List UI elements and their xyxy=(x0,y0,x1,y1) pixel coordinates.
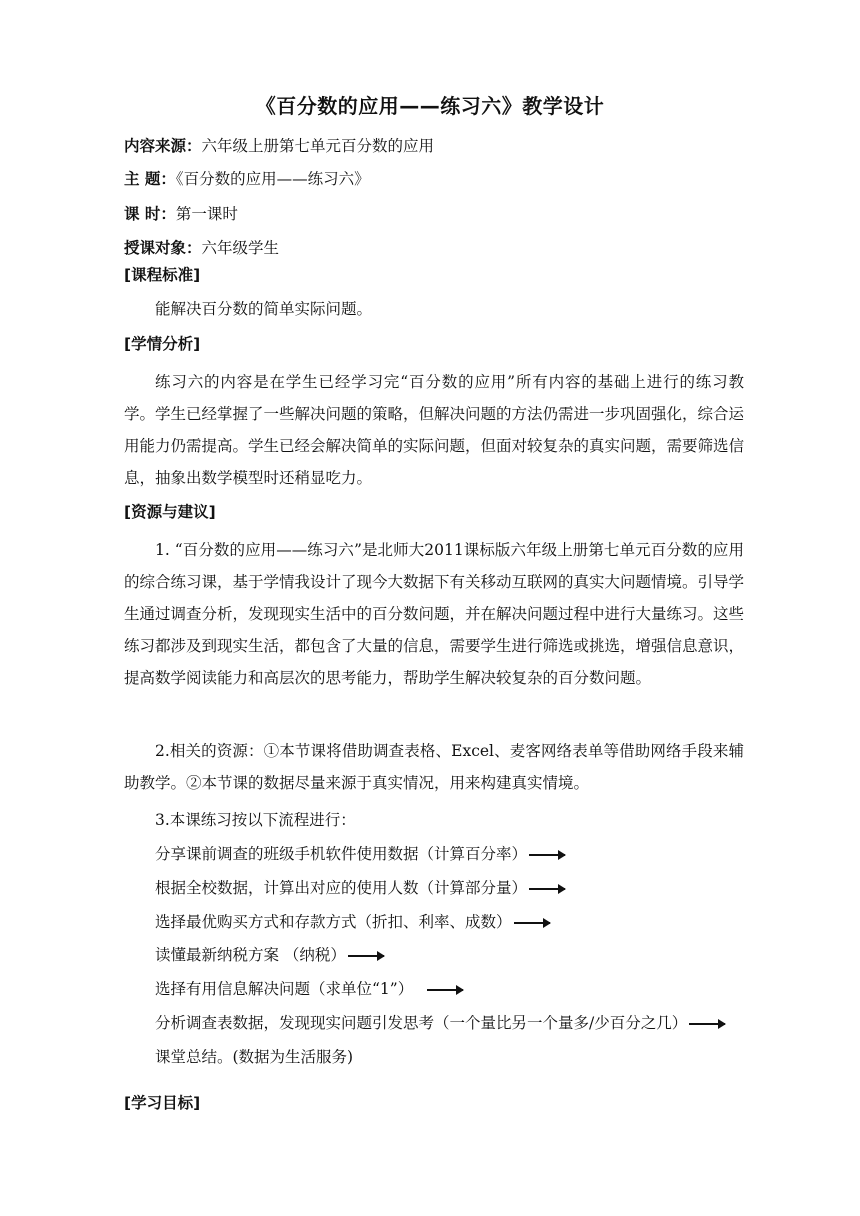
heading-goals: [学习目标] xyxy=(124,1094,201,1112)
arrow-right-icon xyxy=(689,1023,725,1025)
meta-period-value: 第一课时 xyxy=(175,205,238,223)
arrow-right-icon xyxy=(348,955,384,957)
meta-period-key: 课 时： xyxy=(124,205,176,223)
resources-item-3: 3.本课练习按以下流程进行： xyxy=(155,811,356,829)
flow-step-text: 读懂最新纳税方案 （纳税） xyxy=(155,946,346,964)
flow-step-text: 分享课前调查的班级手机软件使用数据（计算百分率） xyxy=(155,845,528,863)
flow-step-text: 根据全校数据，计算出对应的使用人数（计算部分量） xyxy=(155,879,528,897)
flow-step xyxy=(124,943,384,965)
flow-step xyxy=(124,910,550,932)
analysis-text: 练习六的内容是在学生已经学习完“百分数的应用”所有内容的基础上进行的练习教学。学生已经掌握了一些解决问题的策略，但解决问题的方法仍需进一步巩固强化，综合运用能力仍需提高。学生已经会解决简单的实际问题，但面对较复杂的真实问题，需要筛选信息，抽象出数学模型时还稍显吃力。 xyxy=(124,373,745,487)
flow-step xyxy=(124,977,463,999)
meta-period xyxy=(124,202,238,224)
standard-text: 能解决百分数的简单实际问题。 xyxy=(155,300,373,318)
heading-resources: [资源与建议] xyxy=(124,503,216,521)
flow-step-text: 分析调查表数据，发现现实问题引发思考（一个量比另一个量多/少百分之几） xyxy=(155,1014,688,1032)
resources-item-1: 1. “百分数的应用——练习六”是北师大2011课标版六年级上册第七单元百分数的应用的综合练习课，基于学情我设计了现今大数据下有关移动互联网的真实大问题情境。引导学生通过调查分析，发现现实生活中的百分数问题，并在解决问题过程中进行大量练习。这些练习都涉及到现实生活，都包含了大量的信息，需要学生进行筛选或挑选，增强信息意识，提高数学阅读能力和高层次的思考能力，帮助学生解决较复杂的百分数问题。 xyxy=(124,541,745,687)
meta-source xyxy=(124,134,434,156)
flow-step-text: 选择最优购买方式和存款方式（折扣、利率、成数） xyxy=(155,913,512,931)
resources-item-2: 2.相关的资源：①本节课将借助调查表格、Excel、麦客网络表单等借助网络手段来辅助教学。②本节课的数据尽量来源于真实情况，用来构建真实情境。 xyxy=(124,742,744,792)
meta-source-value: 六年级上册第七单元百分数的应用 xyxy=(201,137,435,155)
meta-topic-value: 《百分数的应用——练习六》 xyxy=(175,170,370,188)
heading-standard: [课程标准] xyxy=(124,266,201,284)
meta-audience xyxy=(124,236,279,258)
document-title: 《百分数的应用——练习六》教学设计 xyxy=(255,94,605,118)
arrow-right-icon xyxy=(514,922,550,924)
flow-step xyxy=(124,876,565,898)
arrow-right-icon xyxy=(529,854,565,856)
heading-analysis: [学情分析] xyxy=(124,335,201,353)
flow-step xyxy=(124,842,565,864)
flow-step-text: 选择有用信息解决问题（求单位“1”） xyxy=(155,980,414,998)
meta-source-key: 内容来源： xyxy=(124,137,202,155)
flow-step xyxy=(124,1011,725,1033)
arrow-right-icon xyxy=(427,989,463,991)
meta-audience-value: 六年级学生 xyxy=(201,239,280,257)
meta-topic xyxy=(124,167,370,189)
arrow-right-icon xyxy=(529,888,565,890)
meta-topic-key: 主 题： xyxy=(124,170,176,188)
meta-audience-key: 授课对象： xyxy=(124,239,202,257)
flow-step-summary xyxy=(124,1045,353,1067)
flow-step-text: 课堂总结。(数据为生活服务) xyxy=(155,1048,354,1066)
